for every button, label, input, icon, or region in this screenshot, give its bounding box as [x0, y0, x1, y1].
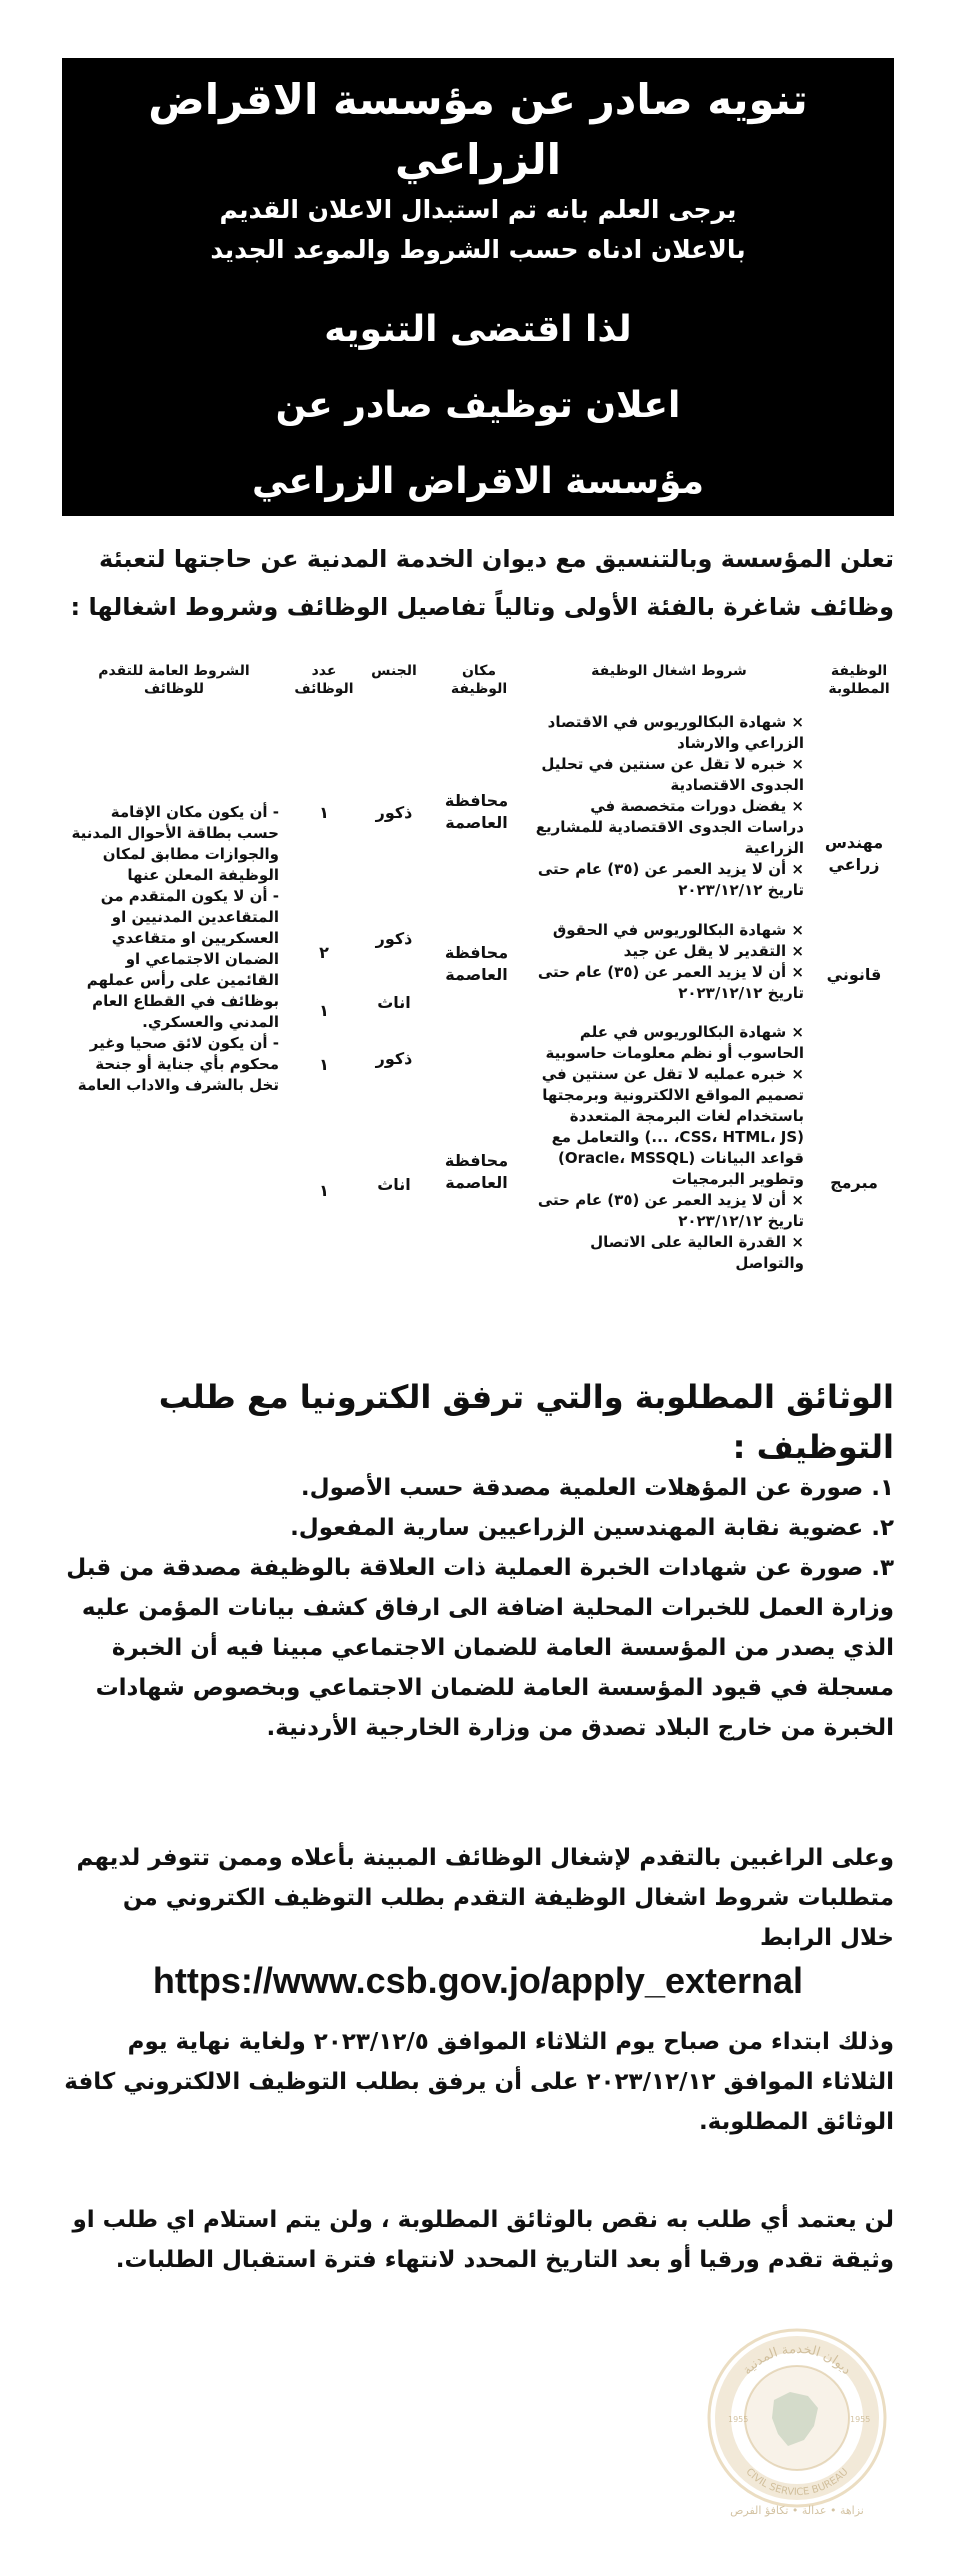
seal-arabic-text: ديوان الخدمة المدنية [740, 2341, 855, 2379]
seal-year-left: 1955 [728, 2415, 749, 2424]
row2-req-2: × التقدير لا يقل عن جيد [529, 941, 804, 962]
row2-location: محافظة العاصمة [444, 943, 509, 984]
row2-job: قانوني [826, 965, 882, 984]
row2-requirements [529, 920, 804, 1004]
row3-count-a: ١ [319, 1055, 329, 1074]
seal-english-text: CIVIL SERVICE BUREAU [743, 2466, 851, 2499]
row3-req-4: × القدرة العالية على الاتصال والتواصل [529, 1232, 804, 1274]
seal-motto: نزاهة • عدالة • تكافؤ الفرص [730, 2504, 864, 2517]
condition-3: - أن يكون لائق صحيا وغير محكوم بأي جناية أو جنحة تخل بالشرف والاداب العامة [77, 1034, 279, 1094]
row2-gender-a: ذكور [375, 929, 413, 948]
row2-count-a: ٢ [319, 943, 329, 962]
row2-count-b: ١ [319, 1001, 329, 1020]
row1-req-1: × شهادة البكالوريوس في الاقتصاد الزراعي والارشاد [529, 712, 804, 754]
row3-location: محافظة العاصمة [444, 1151, 509, 1192]
row1-req-4: × أن لا يزيد العمر عن (٣٥) عام حتى تاريخ ٢٠٢٣/١٢/١٢ [529, 859, 804, 901]
documents-title: الوثائق المطلوبة والتي ترفق الكترونيا مع طلب التوظيف : [158, 1378, 894, 1466]
documents-list [62, 1468, 894, 1748]
civil-service-bureau-seal-icon [704, 2318, 890, 2518]
row2-req-1: × شهادة البكالوريوس في الحقوق [529, 920, 804, 941]
document-item-1: ١. صورة عن المؤهلات العلمية مصدقة حسب الأصول. [300, 1475, 894, 1501]
note-text: لن يعتمد أي طلب به نقص بالوثائق المطلوبة ، ولن يتم استلام اي طلب او وثيقة تقدم ورقيا أو بعد التاريخ المحدد لانتهاء فترة استقبال الطلبات. [72, 2207, 894, 2273]
row1-location: محافظة العاصمة [444, 791, 509, 832]
apply-text: وعلى الراغبين بالتقدم لإشغال الوظائف المبينة بأعلاه وممن تتوفر لديهم متطلبات شروط اشغال الوظيفة التقدم بطلب التوظيف الكتروني من خلال الرابط [76, 1845, 894, 1951]
announcement-header [62, 58, 894, 516]
th-gender: الجنس [371, 663, 417, 679]
row3-req-2: × خبره عمليه لا تقل عن سنتين في تصميم المواقع الالكترونية وبرمجتها باستخدام لغات البرمجة المتعددة (CSS، HTML، JS، ...) والتعامل مع قواعد البيانات (Oracle، MSSQL) وتطوير البرمجيات [529, 1064, 804, 1190]
header-title: تنويه صادر عن مؤسسة الاقراض الزراعي [148, 75, 808, 184]
seal-year-right: 1955 [850, 2415, 871, 2424]
row2-gender-b: اناث [377, 993, 411, 1012]
row1-req-2: × خبره لا تقل عن سنتين في تحليل الجدوى الاقتصادية [529, 754, 804, 796]
row1-req-3: × يفضل دورات متخصصة في دراسات الجدوى الاقتصادية للمشاريع الزراعية [529, 796, 804, 859]
row2-req-3: × أن لا يزيد العمر عن (٣٥) عام حتى تاريخ ٢٠٢٣/١٢/١٢ [529, 962, 804, 1004]
jobs-table [62, 652, 894, 1352]
intro-line-1: تعلن المؤسسة وبالتنسيق مع ديوان الخدمة المدنية عن حاجتها لتعبئة [99, 545, 894, 573]
row1-gender: ذكور [375, 803, 413, 822]
condition-2: - أن لا يكون المتقدم من المتقاعدين المدنيين او العسكريين او متقاعدي الضمان الاجتماعي او القائمين على رأس عملهم بوظائف في القطاع العام المدني والعسكري. [86, 887, 279, 1031]
row1-job: مهندس زراعي [824, 833, 884, 874]
document-item-2: ٢. عضوية نقابة المهندسين الزراعيين سارية المفعول. [290, 1515, 894, 1541]
apply-link[interactable]: https://www.csb.gov.jo/apply_external [152, 1960, 804, 2001]
th-job: الوظيفة المطلوبة [828, 663, 890, 697]
intro-text [62, 535, 894, 631]
header-sub-3: مؤسسة الاقراض الزراعي [251, 461, 704, 502]
row1-requirements [529, 712, 804, 901]
row1-count: ١ [319, 803, 329, 822]
th-requirements: شروط اشغال الوظيفة [591, 663, 747, 679]
document-item-3: ٣. صورة عن شهادات الخبرة العملية ذات العلاقة بالوظيفة مصدقة من قبل وزارة العمل للخبرات المحلية اضافة الى ارفاق كشف بيانات المؤمن عليه الذي يصدر من المؤسسة العامة للضمان الاجتماعي مبينا فيه أن الخبرة مسجلة في قيود المؤسسة العامة للضمان الاجتماعي وبخصوص شهادات الخبرة من خارج البلاد تصدق من وزارة الخارجية الأردنية. [66, 1555, 894, 1741]
header-line-1: يرجى العلم بانه تم استبدال الاعلان القديم [219, 195, 737, 224]
header-sub-1: لذا اقتضى التنويه [324, 309, 632, 350]
header-sub-2: اعلان توظيف صادر عن [275, 385, 681, 426]
th-location: مكان الوظيفة [450, 663, 508, 697]
header-line-2: بالاعلان ادناه حسب الشروط والموعد الجديد [210, 235, 746, 264]
th-conditions: الشروط العامة للتقدم للوظائف [98, 663, 250, 697]
period-text: وذلك ابتداء من صباح يوم الثلاثاء الموافق ٢٠٢٣/١٢/٥ ولغاية نهاية يوم الثلاثاء الموافق ٢٠٢٣/١٢/١٢ على أن يرفق بطلب التوظيف الالكتروني كافة الوثائق المطلوبة. [64, 2029, 894, 2135]
row3-req-1: × شهادة البكالوريوس في علم الحاسوب أو نظم معلومات حاسوبية [529, 1022, 804, 1064]
intro-line-2: وظائف شاغرة بالفئة الأولى وتالياً تفاصيل الوظائف وشروط اشغالها : [70, 593, 894, 621]
condition-1: - أن يكون مكان الإقامة حسب بطاقة الأحوال المدنية والجوازات مطابق لمكان الوظيفة المعلن عنها [71, 803, 279, 884]
row3-req-3: × أن لا يزيد العمر عن (٣٥) عام حتى تاريخ ٢٠٢٣/١٢/١٢ [529, 1190, 804, 1232]
general-conditions [64, 802, 279, 1096]
row3-count-b: ١ [319, 1181, 329, 1200]
th-count: عدد الوظائف [294, 663, 354, 697]
row3-gender-a: ذكور [375, 1049, 413, 1068]
row3-job: مبرمج [830, 1173, 878, 1192]
row3-requirements [529, 1022, 804, 1274]
row3-gender-b: اناث [377, 1175, 411, 1194]
